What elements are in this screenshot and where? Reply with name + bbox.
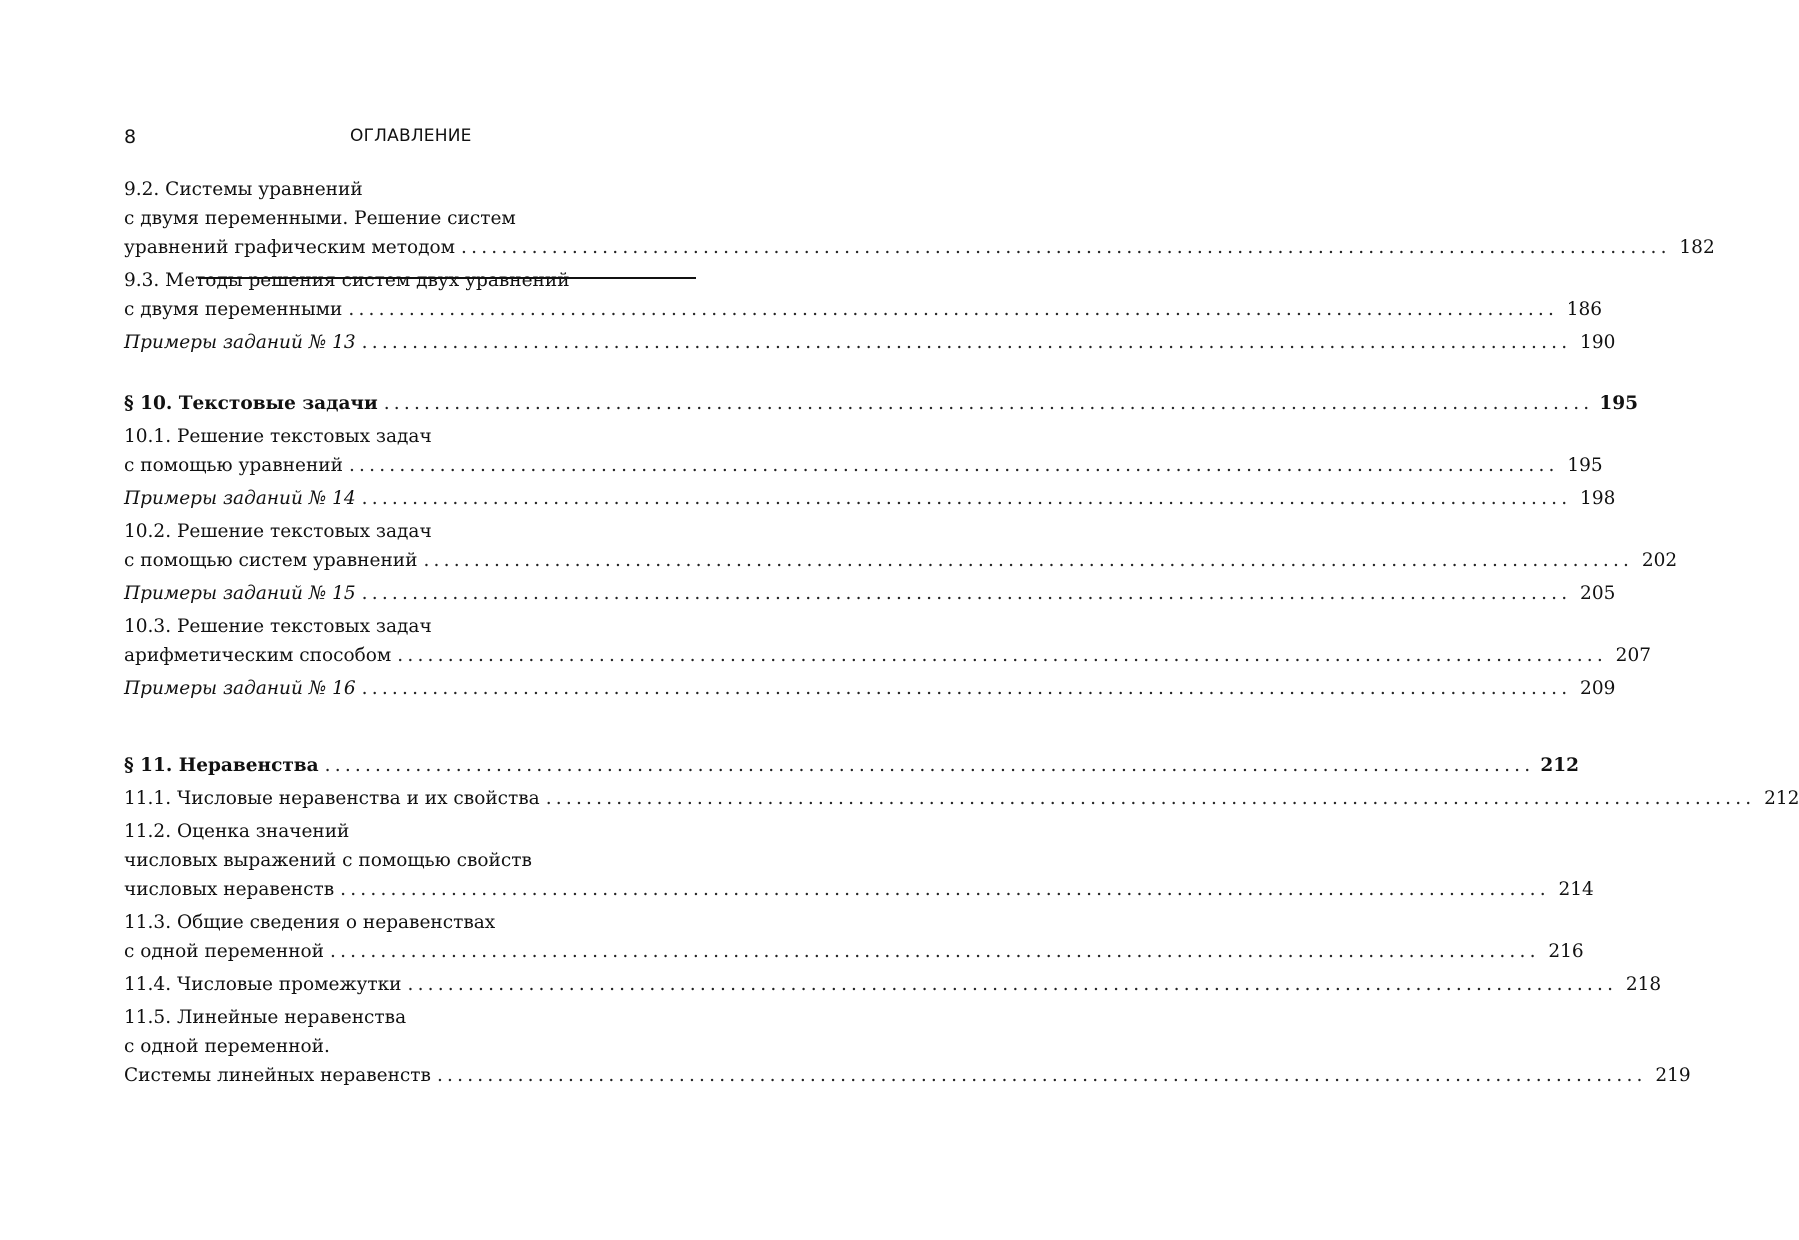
toc-entry-line: с одной переменной. — [124, 1036, 330, 1057]
toc-entry-title: 11.1. Числовые неравенства и их свойства — [124, 788, 540, 809]
toc-entry-title: Примеры заданий № 13 — [124, 332, 356, 353]
toc-page-number: 219 — [1655, 1065, 1691, 1086]
dot-leader: ........................................................................................................................ — [461, 237, 1671, 258]
toc-entry-examples-14[interactable] — [124, 484, 1616, 513]
toc-entry-line: 9.2. Системы уравнений — [124, 179, 363, 200]
toc-entry-line: 10.3. Решение текстовых задач — [124, 616, 432, 637]
toc-page-number: 186 — [1566, 299, 1603, 320]
toc-page-number: 218 — [1625, 974, 1662, 995]
toc-page-number: 202 — [1641, 550, 1678, 571]
dot-leader: ........................................................................................................................ — [383, 393, 1594, 414]
toc-section-11[interactable] — [124, 751, 1579, 780]
toc-entry-title: арифметическим способом — [124, 645, 392, 666]
toc-page-number: 207 — [1615, 645, 1651, 666]
dot-leader: ........................................................................................................................ — [348, 299, 1559, 320]
running-title: ОГЛАВЛЕНИЕ — [350, 126, 472, 146]
toc-page-number: 212 — [1540, 755, 1579, 776]
dot-leader: ........................................................................................................................ — [361, 583, 1572, 604]
toc-entry-title: с помощью уравнений — [124, 455, 343, 476]
toc-page-number: 209 — [1580, 678, 1616, 699]
toc-entry-11-3[interactable] — [124, 908, 1584, 966]
dot-leader: ........................................................................................................................ — [361, 678, 1572, 699]
dot-leader: ........................................................................................................................ — [545, 788, 1756, 809]
toc-entry-line: 11.5. Линейные неравенства — [124, 1007, 407, 1028]
dot-leader: ........................................................................................................................ — [361, 332, 1572, 353]
dot-leader: ........................................................................................................................ — [340, 879, 1550, 900]
toc-page-number: 205 — [1580, 583, 1616, 604]
toc-page-number: 212 — [1764, 788, 1799, 809]
toc-entry-title: числовых неравенств — [124, 879, 335, 900]
toc-entry-title: уравнений графическим методом — [124, 237, 456, 258]
toc-entry-title: с двумя переменными — [124, 299, 343, 320]
toc-entry-title: Примеры заданий № 14 — [124, 488, 356, 509]
dot-leader: ........................................................................................................................ — [324, 755, 1535, 776]
toc-section-10[interactable] — [124, 389, 1639, 418]
toc-entry-10-3[interactable] — [124, 612, 1651, 670]
dot-leader: ........................................................................................................................ — [436, 1065, 1647, 1086]
page-header — [124, 122, 696, 156]
dot-leader: ........................................................................................................................ — [330, 941, 1540, 962]
toc-page-number: 214 — [1558, 879, 1594, 900]
toc-entry-10-1[interactable] — [124, 422, 1603, 480]
toc-page-number: 195 — [1599, 393, 1639, 414]
dot-leader: ........................................................................................................................ — [423, 550, 1634, 571]
toc-page-number: 216 — [1548, 941, 1584, 962]
toc-entry-9-3[interactable] — [124, 266, 1603, 324]
toc-page-number: 190 — [1580, 332, 1616, 353]
toc-entry-10-2[interactable] — [124, 517, 1678, 575]
toc-entry-line: 11.2. Оценка значений — [124, 821, 350, 842]
toc-entry-line: 11.3. Общие сведения о неравенствах — [124, 912, 496, 933]
toc-entry-title: Примеры заданий № 15 — [124, 583, 356, 604]
toc-entry-11-2[interactable] — [124, 817, 1594, 904]
toc-entry-line: числовых выражений с помощью свойств — [124, 850, 532, 871]
toc-section-title: § 11. Неравенства — [124, 755, 319, 776]
toc-entry-examples-13[interactable] — [124, 328, 1616, 357]
toc-page-number: 182 — [1679, 237, 1715, 258]
toc-entry-title: с помощью систем уравнений — [124, 550, 418, 571]
toc-entry-examples-16[interactable] — [124, 674, 1616, 703]
toc-entry-title: 11.4. Числовые промежутки — [124, 974, 402, 995]
toc-entry-11-4[interactable] — [124, 970, 1662, 999]
toc-entry-11-5[interactable] — [124, 1003, 1691, 1090]
toc-entry-9-2[interactable] — [124, 175, 1715, 262]
page-number: 8 — [124, 126, 137, 148]
toc-entry-line: 10.1. Решение текстовых задач — [124, 426, 432, 447]
toc-entry-title: Системы линейных неравенств — [124, 1065, 431, 1086]
toc-entry-examples-15[interactable] — [124, 579, 1616, 608]
dot-leader: ........................................................................................................................ — [397, 645, 1607, 666]
toc-entry-title: с одной переменной — [124, 941, 324, 962]
toc-page-number: 198 — [1580, 488, 1616, 509]
toc-entry-title: Примеры заданий № 16 — [124, 678, 356, 699]
dot-leader: ........................................................................................................................ — [348, 455, 1559, 476]
dot-leader: ........................................................................................................................ — [361, 488, 1572, 509]
dot-leader: ........................................................................................................................ — [407, 974, 1618, 995]
toc-entry-line: с двумя переменными. Решение систем — [124, 208, 516, 229]
toc-entry-line: 9.3. Методы решения систем двух уравнений — [124, 270, 570, 291]
table-of-contents — [124, 175, 1799, 1090]
toc-section-title: § 10. Текстовые задачи — [124, 393, 378, 414]
toc-entry-11-1[interactable] — [124, 784, 1799, 813]
toc-entry-line: 10.2. Решение текстовых задач — [124, 521, 432, 542]
toc-page-number: 195 — [1567, 455, 1603, 476]
